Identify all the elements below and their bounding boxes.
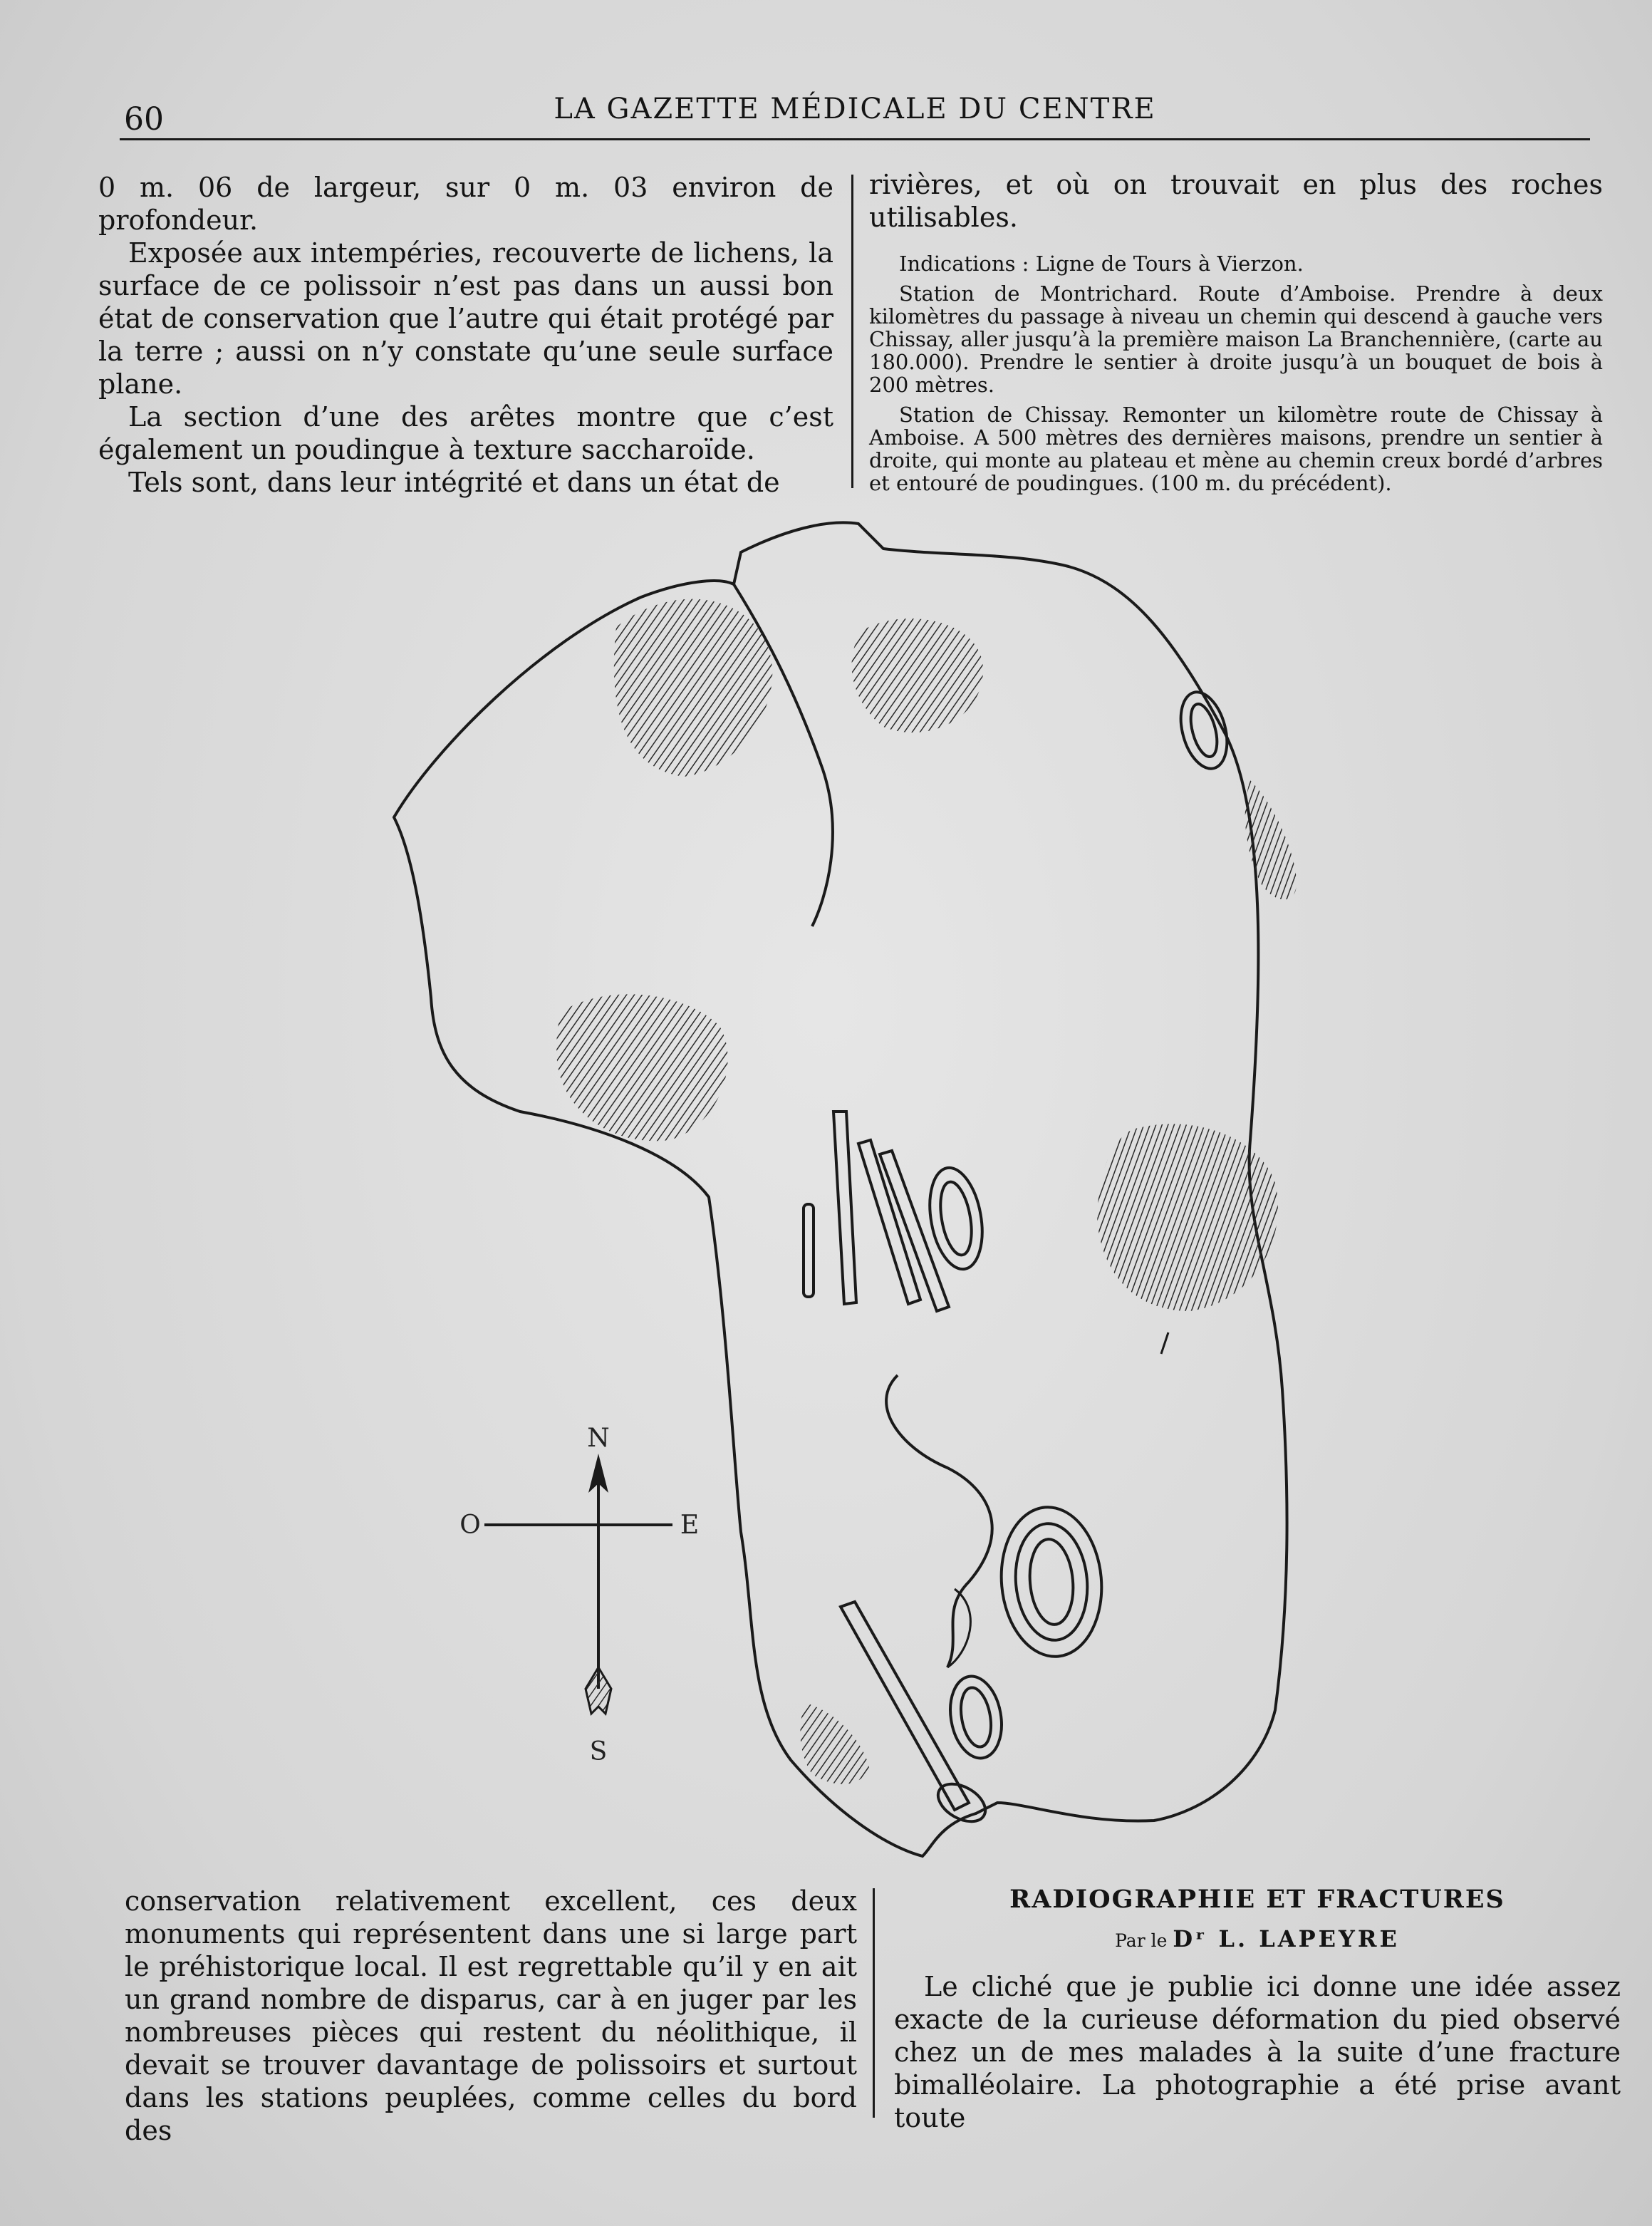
station-montrichard: Station de Montrichard. Route d’Amboise. Prendre à deux kilomètres du passage à niveau un chemin qui descend à gauche vers Chissay, aller jusqu’à la première maison La Branchennière, (carte au 180.000). Prendre le sentier à droite jusqu’à un bouquet de bois à 200 mètres. (869, 281, 1603, 397)
hatched-area (852, 618, 983, 732)
compass-north: N (587, 1424, 610, 1453)
paragraph: conservation relativement excellent, ces deux monuments qui représentent dans une si large part le préhistorique local. Il est regrettable qu’il y en ait un grand nombre de disparus, car à en juger par les nombreuses pièces qui restent du néolithique, il devait se trouver davantage de polissoirs et surtout dans les stations peuplées, comme celles du bord des (125, 1885, 857, 2146)
article-byline (894, 1925, 1621, 1952)
article-author: Dʳ L. LAPEYRE (1173, 1925, 1400, 1952)
top-left-column (98, 171, 833, 499)
hatched-area (1097, 1124, 1278, 1311)
polissoir-sketch (370, 499, 1354, 1867)
small-crack (1161, 1332, 1168, 1354)
hatched-area (800, 1703, 869, 1784)
column-rule (851, 175, 853, 488)
arrow-fletching-icon (586, 1667, 611, 1714)
column-rule (873, 1888, 875, 2118)
inner-groove-curve (886, 1375, 992, 1667)
paragraph: Le cliché que je publie ici donne une idée assez exacte de la curieuse déformation du pied observé chez un de mes malades à la suite d’une fracture bimalléolaire. La photographie a été prise avant toute (894, 1971, 1621, 2133)
compass-west: O (459, 1511, 481, 1540)
paragraph: Exposée aux intempéries, recouverte de lichens, la surface de ce polissoir n’est pas dans un aussi bon état de conservation que l’autre qui était protégé par la terre ; aussi on n’y constate qu’une seule surface plane. (98, 237, 833, 400)
hatched-area (614, 599, 772, 777)
compass (459, 1424, 699, 1766)
compass-east: E (680, 1511, 700, 1540)
journal-title: LA GAZETTE MÉDICALE DU CENTRE (554, 93, 1156, 125)
page-number: 60 (124, 101, 164, 138)
article-title: RADIOGRAPHIE ET FRACTURES (1009, 1885, 1505, 1914)
station-chissay: Station de Chissay. Remonter un kilomètre route de Chissay à Amboise. A 500 mètres des dernières maisons, prendre un sentier à droite, qui monte au plateau et mène au chemin creux bordé d’arbres et entouré de poudingues. (100 m. du précédent). (869, 403, 1603, 495)
compass-south: S (589, 1737, 608, 1766)
paragraph: La section d’une des arêtes montre que c’est également un poudingue à texture saccharoïde. (98, 401, 833, 465)
polissoir-sketch-figure (370, 499, 1354, 1867)
hatched-area (556, 994, 727, 1141)
bottom-left-column (125, 1885, 857, 2147)
indications-line: Indications : Ligne de Tours à Vierzon. (899, 252, 1304, 276)
paragraph: rivières, et où on trouvait en plus des roches utilisables. (869, 169, 1603, 233)
byline-prefix: Par le (1115, 1930, 1168, 1951)
groove-group (804, 1112, 969, 1810)
running-header (121, 88, 1589, 138)
top-right-column (869, 168, 1603, 502)
directions-block (869, 252, 1603, 495)
hatched-area (1245, 780, 1297, 900)
article-body (894, 1970, 1621, 2134)
paragraph: 0 m. 06 de largeur, sur 0 m. 03 environ de profondeur. (98, 172, 833, 236)
header-rule (120, 138, 1590, 140)
paragraph: Tels sont, dans leur intégrité et dans un état de (128, 467, 780, 498)
